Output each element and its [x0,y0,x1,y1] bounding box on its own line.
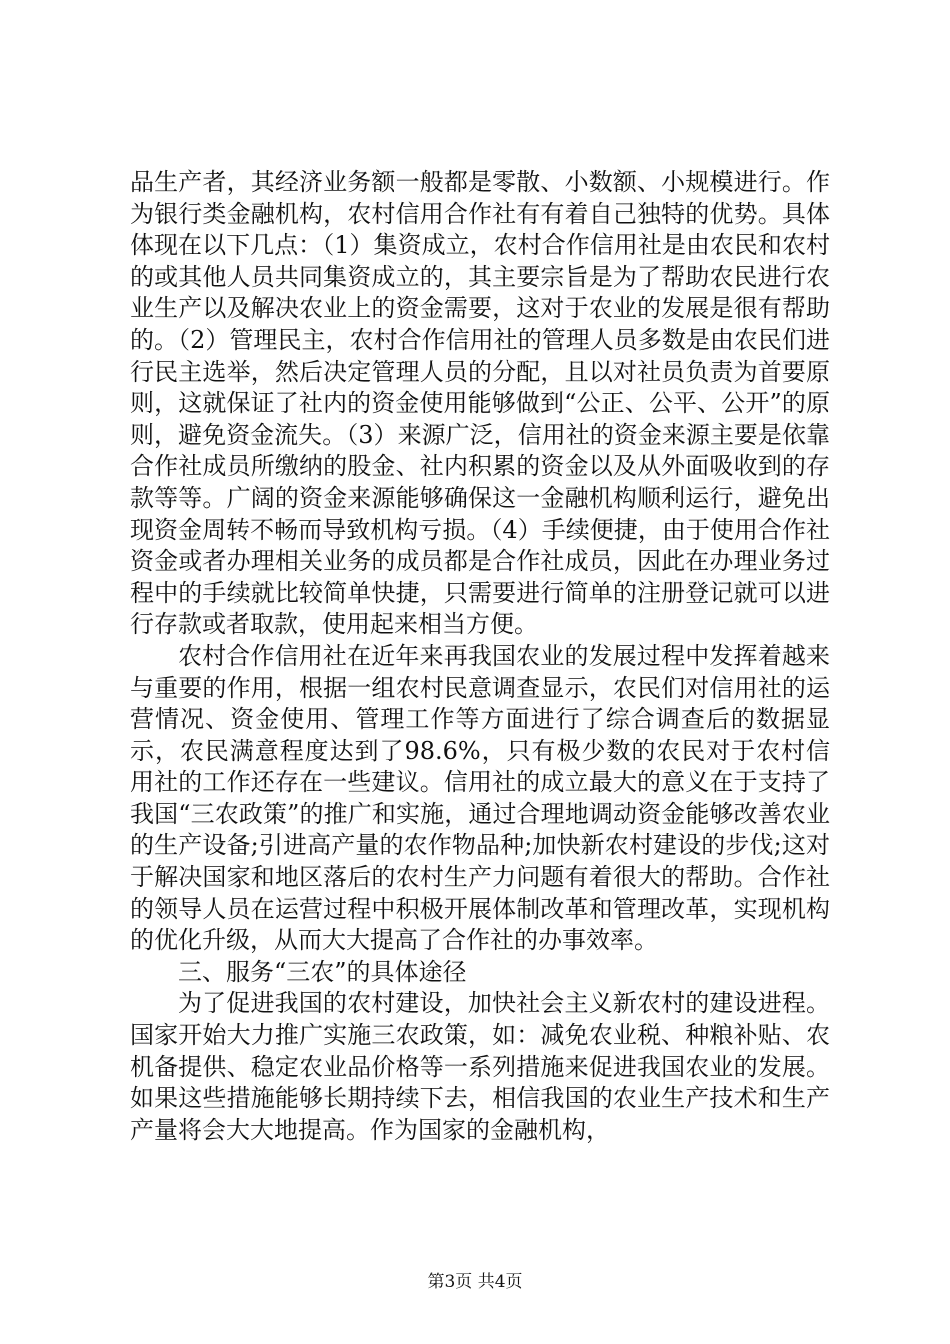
paragraph-credit-cooperative-role: 农村合作信用社在近年来再我国农业的发展过程中发挥着越来与重要的作用，根据一组农村民意调查显示，农民们对信用社的运营情况、资金使用、管理工作等方面进行了综合调查后的数据显示，农民满意程度达到了98.6%，只有极少数的农民对于农村信用社的工作还存在一些建议。信用社的成立最大的意义在于支持了我国“三农政策”的推广和实施，通过合理地调动资金能够改善农业的生产设备;引进高产量的农作物品种;加快新农村建设的步伐;这对于解决国家和地区落后的农村生产力问题有着很大的帮助。合作社的领导人员在运营过程中积极开展体制改革和管理改革，实现机构的优化升级，从而大大提高了合作社的办事效率。 [130,641,830,955]
paragraph-service-approach: 为了促进我国的农村建设，加快社会主义新农村的建设进程。国家开始大力推广实施三农政策，如：减免农业税、种粮补贴、农机备提供、稳定农业品价格等一系列措施来促进我国农业的发展。如果这些措施能够长期持续下去，相信我国的农业生产技术和生产产量将会大大地提高。作为国家的金融机构， [130,989,830,1144]
page-number: 第3页 共4页 [427,1272,523,1292]
section-heading: 三、服务“三农”的具体途径 [178,957,467,986]
page-footer [0,1271,950,1293]
document-body [130,167,830,1146]
paragraph-continuation: 品生产者，其经济业务额一般都是零散、小数额、小规模进行。作为银行类金融机构，农村信用合作社有有着自己独特的优势。具体体现在以下几点：（1）集资成立，农村合作信用社是由农民和农村的或其他人员共同集资成立的，其主要宗旨是为了帮助农民进行农业生产以及解决农业上的资金需要，这对于农业的发展是很有帮助的。（2）管理民主，农村合作信用社的管理人员多数是由农民们进行民主选举，然后决定管理人员的分配，且以对社员负责为首要原则，这就保证了社内的资金使用能够做到“公正、公平、公开”的原则，避免资金流失。（3）来源广泛，信用社的资金来源主要是依靠合作社成员所缴纳的股金、社内积累的资金以及从外面吸收到的存款等等。广阔的资金来源能够确保这一金融机构顺利运行，避免出现资金周转不畅而导致机构亏损。（4）手续便捷，由于使用合作社资金或者办理相关业务的成员都是合作社成员，因此在办理业务过程中的手续就比较简单快捷，只需要进行简单的注册登记就可以进行存款或者取款，使用起来相当方便。 [130,168,830,639]
